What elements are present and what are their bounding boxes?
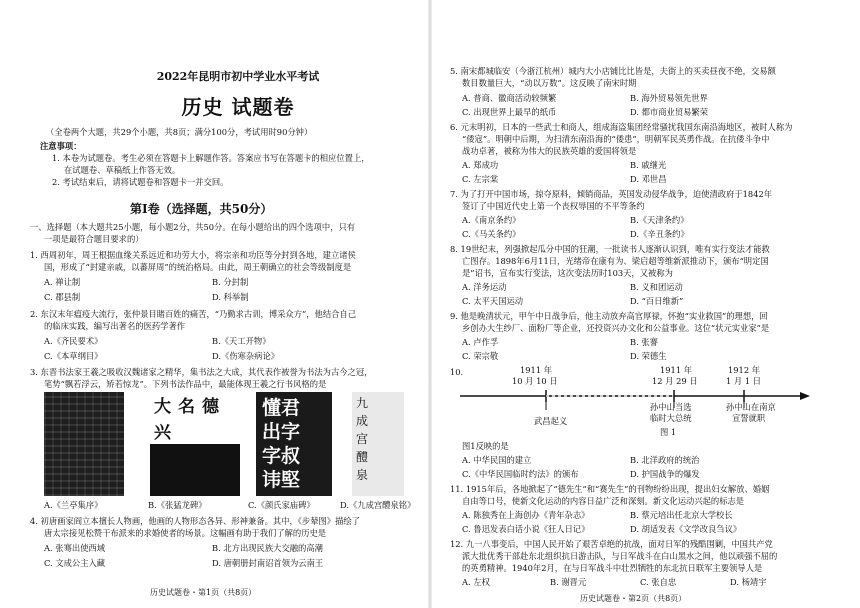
q8-option-d: D. “百日维新”: [630, 296, 684, 306]
q9-option-d: D. 荣德生: [630, 351, 667, 361]
q8-option-b: B. 义和团运动: [630, 282, 683, 292]
q3-line-1: 3. 东晋书法家王羲之吸收汉魏诸家之精华，集书法之大成，其代表作被誉为书法为古今之冠，: [30, 367, 373, 377]
q11-option-d: D. 胡适发表《文学改良刍议》: [630, 524, 742, 534]
timeline-event-3a: 孙中山在南京: [726, 402, 776, 412]
timeline-year-2: 1911 年: [660, 365, 693, 375]
q6-option-c: C. 左宗棠: [462, 174, 499, 184]
q11-line-1: 11. 1915年后，各地掀起了“德先生”和“赛先生”的刊物纷纷出现，提出妇女解放、婚姻: [450, 484, 770, 494]
q10-option-a: A. 中华民国的建立: [462, 455, 532, 465]
q6-option-b: B. 戚继光: [630, 160, 667, 170]
q9-option-c: C. 荣宗敬: [462, 351, 499, 361]
page-footer-right: 历史试题卷・第2页（共8页）: [580, 594, 687, 603]
timeline-day-3: 1 月 1 日: [726, 376, 762, 386]
q2-option-d: D.《伤寒杂病论》: [212, 351, 280, 361]
q10-option-c: C.《中华民国临时约法》的颁布: [462, 469, 579, 479]
q12-option-c: C. 张自忠: [640, 577, 677, 587]
q6-line-1: 6. 元末明初，日本的一些武士和商人，组成海盗集团经常骚扰我国东南沿海地区，被时人称为: [450, 122, 793, 132]
calligraphy-c-line-2: 出字: [262, 421, 301, 443]
calligraphy-d-char-4: 醴: [356, 450, 369, 464]
calligraphy-b-char-4: 兴: [154, 423, 171, 443]
q4-option-a: A. 张骞出使西域: [44, 543, 106, 553]
calligraphy-b-char-1: 大: [154, 397, 171, 417]
note-1b: 在试题卷、草稿纸上作答无效。: [64, 165, 181, 175]
q9-option-a: A. 卢作孚: [462, 337, 499, 347]
q7-line-1: 7. 为了打开中国市场，掠夺原料，倾销商品，英国发动侵华战争，迫使清政府于1842年: [450, 189, 773, 199]
q5-line-2: 数目数量巨大，“动以万数”。这反映了南宋时期: [462, 78, 637, 88]
q4-option-d: D. 唐朝册封南诏首领为云南王: [212, 558, 324, 568]
q12-line-1: 12. 九一八事变后，中国人民开始了艰苦卓绝的抗战，面对日军的残酷围剿，中国共产党: [450, 539, 773, 549]
q2-option-b: B.《天工开物》: [212, 336, 271, 346]
q7-option-d: D.《辛丑条约》: [630, 229, 689, 239]
q12-line-3: 的英勇精神。1940年2月，在与日军战斗中壮烈牺牲的东北抗日联军主要领导人是: [462, 563, 763, 573]
page-footer-left: 历史试题卷・第1页（共8页）: [150, 588, 257, 597]
q12-option-b: B. 谢晋元: [550, 577, 587, 587]
q8-line-1: 8. 19世纪末，列强掀起瓜分中国的狂潮，一批读书人逐渐认识到，唯有实行变法才能救: [450, 244, 770, 254]
timeline-event-3b: 宣誓就职: [732, 413, 766, 423]
calligraphy-image-c: [256, 392, 332, 496]
q12-option-d: D. 杨靖宇: [730, 577, 767, 587]
calligraphy-b-char-3: 德: [202, 397, 219, 417]
q10-option-b: B. 北洋政府的统治: [630, 455, 700, 465]
q1-line-2: 国，形成了“封建亲戚，以蕃屏周”的统治格局。由此，周王朝确立的社会等级制度是: [44, 262, 352, 272]
q5-line-1: 5. 南宋都城临安（今浙江杭州）城内大小店铺比比皆是，夫街上的买卖昼夜不绝，交易额: [450, 66, 776, 76]
q3-line-2: 笔势“飘若浮云，矫若惊龙”。下列书法作品中，最能体现王羲之行书风格的是: [44, 379, 327, 389]
calligraphy-b-char-2: 名: [178, 397, 195, 417]
timeline-day-2: 12 月 29 日: [652, 376, 698, 386]
q4-line-1: 4. 初唐画家阎立本擅长人物画，他画的人物形态各异、形神兼备。其中，《步辇图》描绘了: [30, 516, 360, 526]
q6-option-a: A. 郑成功: [462, 160, 499, 170]
q6-option-d: D. 邓世昌: [630, 174, 667, 184]
note-1a: 1. 本卷为试题卷。考生必须在答题卡上解题作答。答案应书写在答题卡的相应位置上，: [52, 153, 370, 163]
q10-stem: 图1反映的是: [462, 441, 509, 451]
q9-option-b: B. 张謇: [630, 337, 658, 347]
section-1-title: 第Ⅰ卷（选择题，共50分）: [130, 202, 273, 216]
timeline-event-2a: 孙中山当选: [650, 402, 692, 412]
q8-option-a: A. 洋务运动: [462, 282, 507, 292]
calligraphy-image-a: [44, 392, 124, 496]
q1-option-a: A. 禅让制: [44, 277, 81, 287]
q1-option-c: C. 郡县制: [44, 292, 81, 302]
calligraphy-d-char-2: 成: [356, 414, 369, 428]
timeline-day-1: 10 月 10 日: [512, 376, 558, 386]
q3-option-b: B.《张猛龙碑》: [148, 500, 207, 510]
q11-line-2: 自由等口号，使新文化运动的内容日益广泛和深刻。新文化运动兴起的标志是: [462, 496, 745, 506]
subject-title: 历史 试题卷: [181, 95, 295, 119]
q4-option-c: C. 文成公主入藏: [44, 558, 106, 568]
q6-line-3: 战功卓著，被称为伟大的民族英雄的爱国将领是: [462, 146, 637, 156]
q3-option-a: A.《兰亭集序》: [44, 500, 103, 510]
q2-option-c: C.《本草纲目》: [44, 351, 103, 361]
q5-option-d: D. 都市商业贸易繁荣: [630, 107, 709, 117]
notes-title: 注意事项：: [40, 141, 82, 151]
exam-title: 2022年昆明市初中学业水平考试: [156, 70, 320, 83]
q9-line-1: 9. 他是晚清状元，甲午中日战争后，他主动放弃高官厚禄，怀抱“实业救国”的理想，回: [450, 311, 768, 321]
q1-option-b: B. 分封制: [212, 277, 249, 287]
calligraphy-b-dark-area: [150, 444, 240, 496]
q11-option-c: C. 鲁迅发表白话小说《狂人日记》: [462, 524, 590, 534]
q5-option-a: A. 普商、徽商活动较频繁: [462, 93, 557, 103]
q11-option-a: A. 陈独秀在上海创办《青年杂志》: [462, 510, 590, 520]
calligraphy-d-char-1: 九: [356, 396, 369, 410]
q2-line-1: 2. 东汉末年瘟疫大流行，张仲景目睹百姓的痛苦，“乃勤求古训，博采众方”，他结合自己: [30, 309, 357, 319]
timeline-year-3: 1912 年: [728, 365, 761, 375]
q5-option-c: C. 出现世界上最早的纸币: [462, 107, 557, 117]
q6-line-2: “倭寇”。明朝中后期，为扫清东南沿海的“倭患”，明朝军民英勇作战。在抗倭斗争中: [462, 134, 770, 144]
q3-option-d: D.《九成宫醴泉铭》: [340, 500, 416, 510]
right-page: [430, 0, 860, 608]
q8-line-3: 是”诏书，宣布实行变法，这次变法历时103天，又被称为: [462, 268, 673, 278]
calligraphy-c-line-3: 字叔: [262, 445, 301, 467]
q10-option-d: D. 护国战争的爆发: [630, 469, 700, 479]
q4-line-2: 唐太宗接见松赞干布派来的求婚使者的场景。这幅画有助于我们了解的历史是: [44, 528, 327, 538]
calligraphy-d-char-5: 泉: [356, 468, 369, 482]
q7-option-a: A.《南京条约》: [462, 215, 521, 225]
calligraphy-image-b: [150, 392, 240, 496]
q3-option-c: C.《颜氏家庙碑》: [248, 500, 315, 510]
q10-number: 10.: [450, 367, 464, 377]
q1-line-1: 1. 西周初年，周王根据血缘关系远近和功劳大小，将宗亲和功臣等分封到各地，建立诸侯: [30, 250, 356, 260]
q12-option-a: A. 左权: [462, 577, 490, 587]
calligraphy-image-d: [352, 392, 404, 496]
timeline-year-1: 1911 年: [520, 365, 553, 375]
q9-line-2: 乡创办大生纱厂、面粉厂等企业，还投资兴办文化和公益事业。这位“状元实业家”是: [462, 323, 770, 333]
calligraphy-d-char-3: 宫: [356, 432, 369, 446]
q8-line-2: 亡图存。1898年6月11日，光绪帝在康有为、梁启超等维新派推动下，颁布“明定国: [462, 256, 769, 266]
note-2: 2. 考试结束后，请将试题卷和答题卡一并交回。: [52, 177, 229, 187]
exam-info: （全卷两个大题，共29个小题，共8页；满分100分，考试用时90分钟）: [46, 127, 313, 137]
calligraphy-c-line-1: 懂君: [262, 397, 301, 419]
q7-line-2: 签订了中国近代史上第一个丧权辱国的不平等条约: [462, 201, 645, 211]
q2-line-2: 的临床实践，编写出著名的医药学著作: [44, 321, 186, 331]
timeline-arrow: [800, 392, 810, 400]
q2-option-a: A.《齐民要术》: [44, 336, 103, 346]
calligraphy-c-line-4: 讳堅: [262, 469, 301, 491]
q12-line-2: 派大批优秀干部赴东北组织抗日游击队，与日军战斗在白山黑水之间，他以顽强不屈的: [462, 551, 778, 561]
q1-option-d: D. 科举制: [212, 292, 249, 302]
timeline-caption: 图 1: [660, 427, 677, 437]
section-1-desc-b: 一项是最符合题目要求的）: [44, 234, 144, 244]
q11-option-b: B. 蔡元培出任北京大学校长: [630, 510, 733, 520]
section-1-desc-a: 一、选择题（本大题共25小题，每小题2分，共50分。在每小题给出的四个选项中，只有: [30, 222, 356, 232]
q7-option-c: C.《马关条约》: [462, 229, 521, 239]
q8-option-c: C. 太平天国运动: [462, 296, 524, 306]
timeline-event-1: 武昌起义: [534, 416, 568, 426]
q7-option-b: B.《天津条约》: [630, 215, 689, 225]
q4-option-b: B. 北方出现民族大交融的高潮: [212, 543, 323, 553]
timeline-event-2b: 临时大总统: [650, 413, 692, 423]
q5-option-b: B. 海外贸易领先世界: [630, 93, 708, 103]
